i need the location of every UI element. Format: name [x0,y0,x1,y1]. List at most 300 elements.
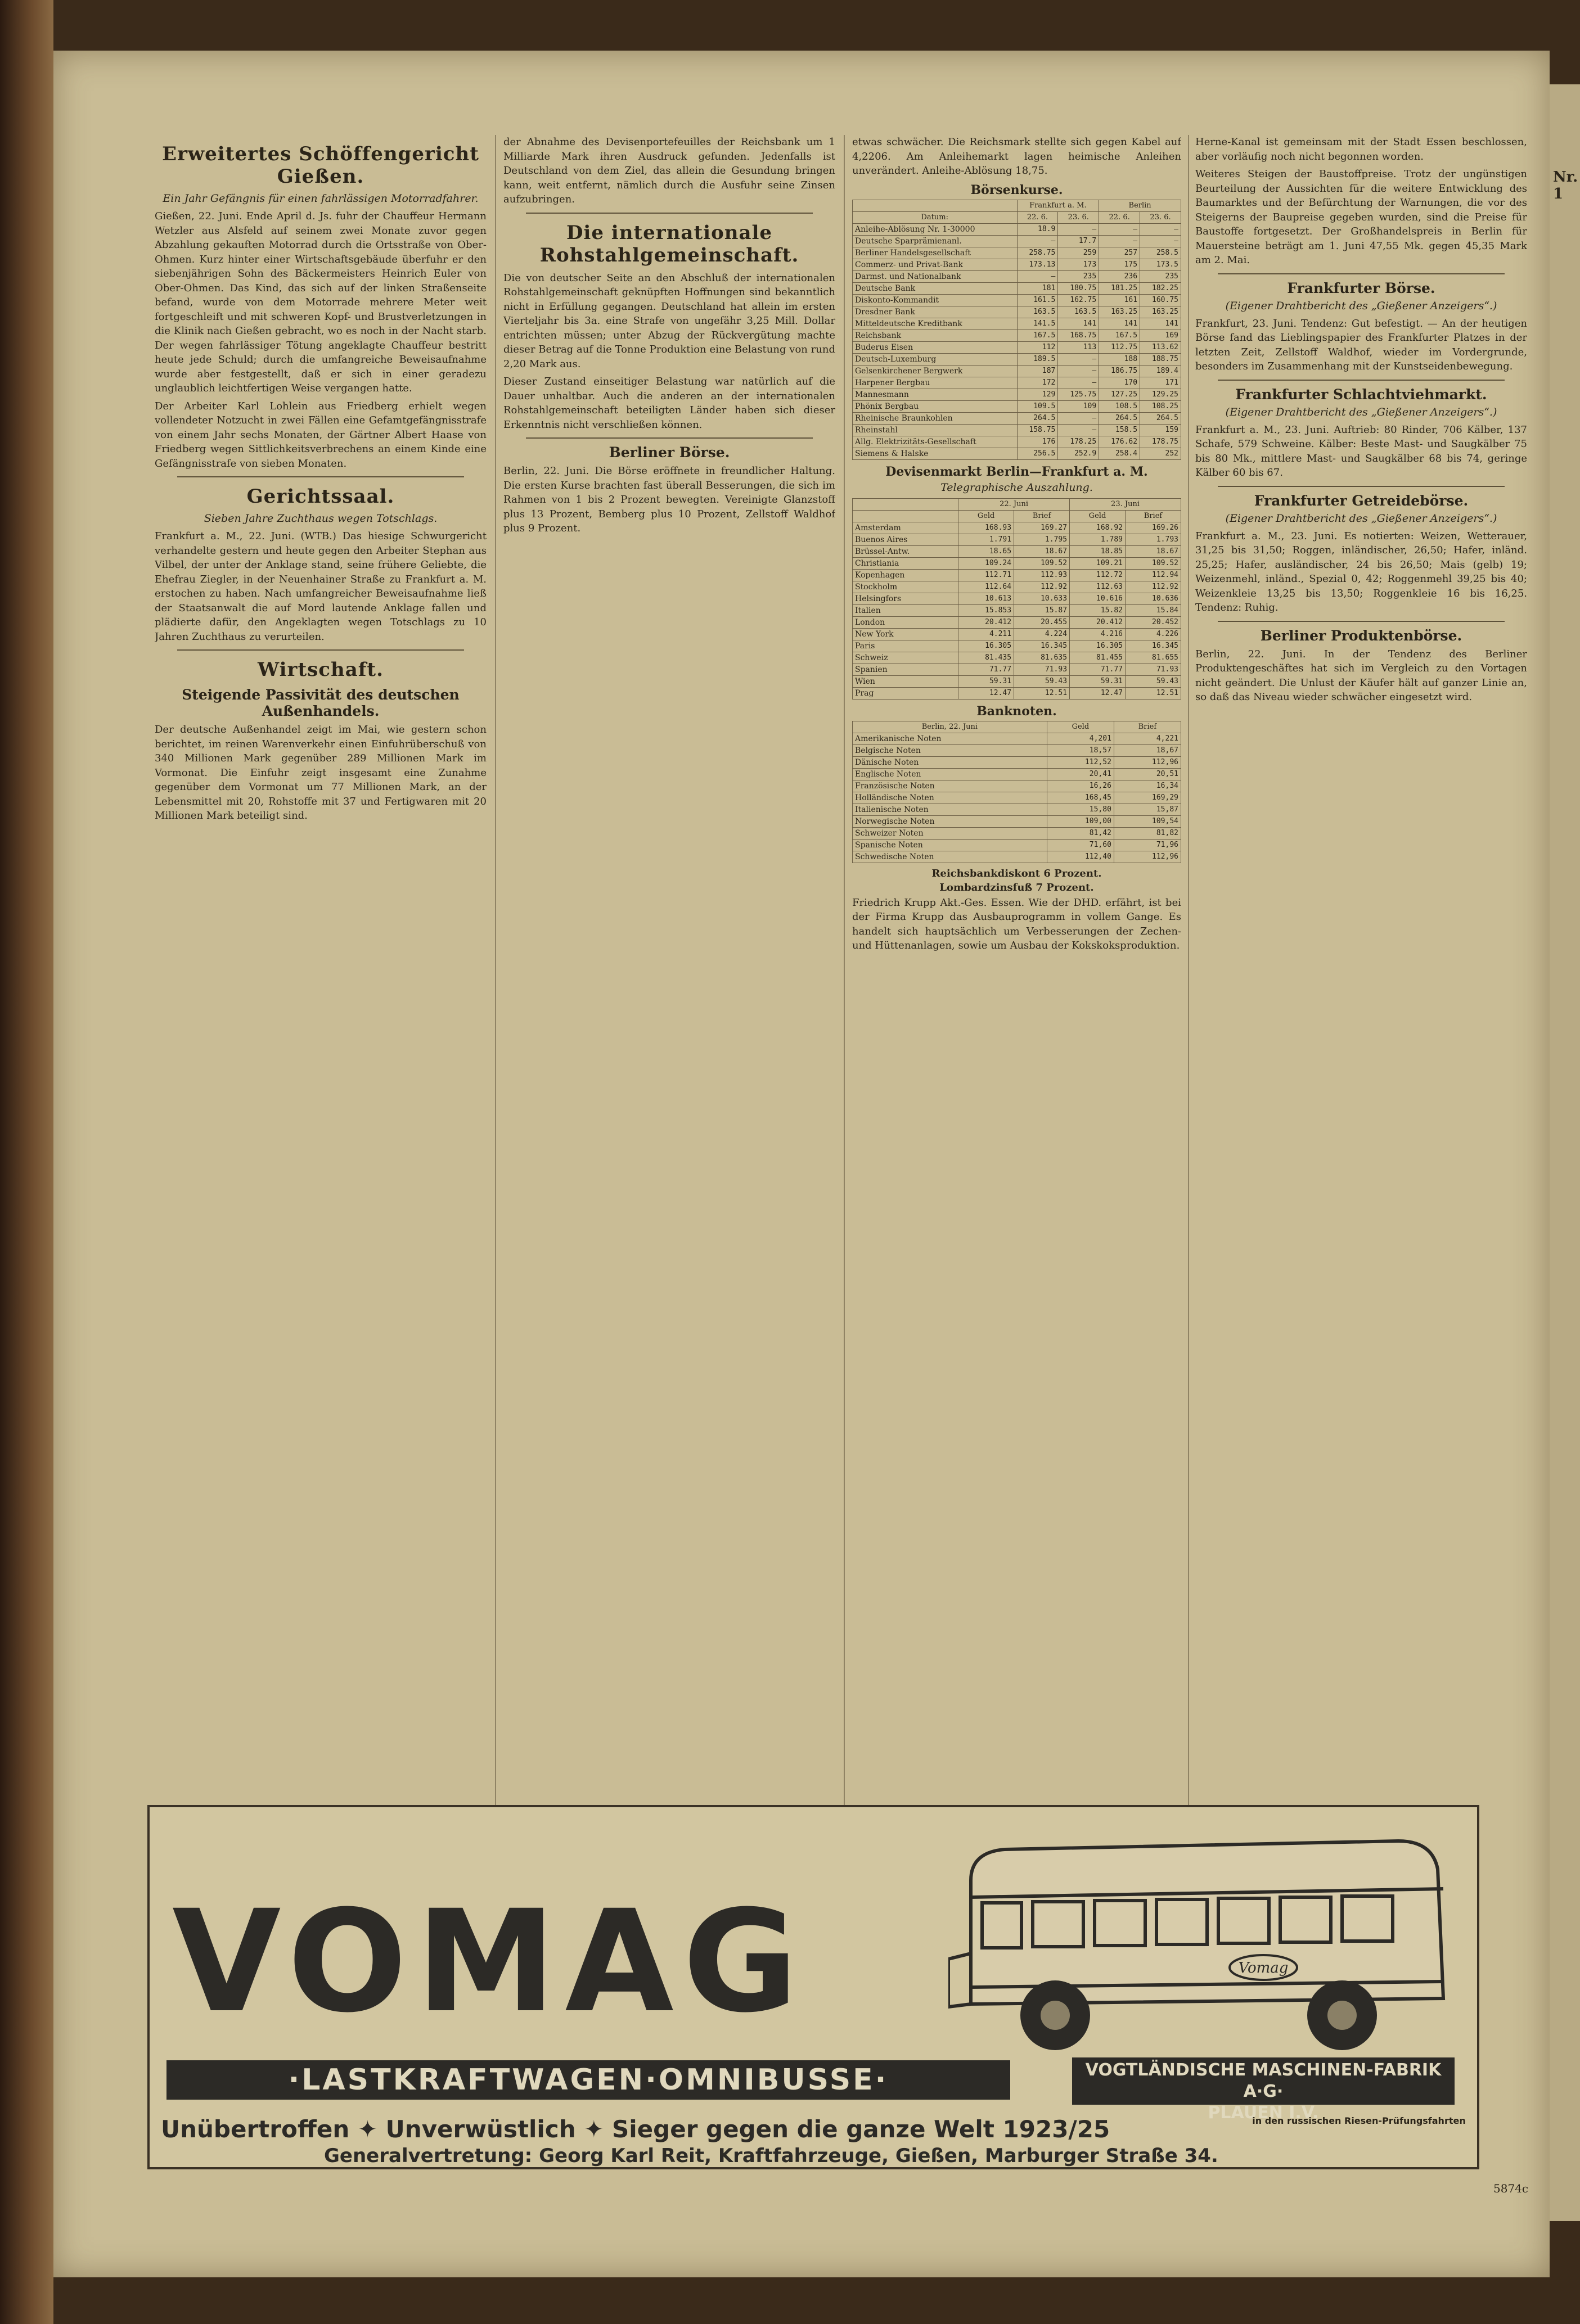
table-cell: 256.5 [1017,448,1058,459]
table-row [853,569,1181,581]
table-cell: 15.87 [1014,604,1070,616]
table-cell: 112.64 [958,581,1014,593]
table-row [853,557,1181,569]
column-3 [852,135,1181,1827]
table-cell: 109.24 [958,557,1014,569]
table-row [853,270,1181,282]
headline-boersenkurse: Börsenkurse. [970,182,1063,197]
manufacturer-city: PLAUEN I.V. [1208,2103,1319,2123]
table-cell: 10.633 [1014,593,1070,604]
table-row [853,389,1181,400]
ad-note: in den russischen Riesen-Prüfungsfahrten [1252,2115,1466,2126]
row-label: Dresdner Bank [853,306,1018,318]
table-cell: 112,96 [1114,756,1181,768]
table-cell: 163.5 [1017,306,1058,318]
table-cell: 264.5 [1017,412,1058,424]
article-paragraph: Der Arbeiter Karl Lohlein aus Friedberg erhielt wegen vollendeter Notzucht in zwei Fällen eine Gefamtgefängnisstrafe von einem Jahr sechs Monaten, der Gärtner Albert Haase von Friedberg wegen Sittlichkeitsverbrechens an einem Kinde eine Gefängnisstrafe von sieben Monaten. [155,400,487,470]
article-paragraph: Der deutsche Außenhandel zeigt im Mai, wie gestern schon berichtet, im reinen Warenverkehr einen Einfuhrüberschuß von 340 Millionen Mark gegenüber 289 Millionen Mark im Vormonat. Die Einfuhr zeigt insgesamt eine Zunahme gegenüber dem Vormonat um 77 Millionen Mark, an der Lebensmittel mit 20, Rohstoffe mit 37 und Fertigwaren mit 20 Millionen Mark beteiligt sind. [155,724,487,822]
table-cell: 18,57 [1047,744,1114,756]
table-cell: 112.75 [1099,341,1140,353]
table-cell: — [1099,235,1140,247]
divider [177,649,464,651]
table-cell: — [1058,365,1099,377]
table-cell: 109 [1058,400,1099,412]
table-cell: 59.43 [1125,675,1181,687]
table-row [853,804,1181,815]
table-header: 22. Juni [958,498,1070,510]
table-row [853,687,1181,699]
table-cell: — [1140,223,1181,235]
table-cell: 15.84 [1125,604,1181,616]
table-header: Brief [1114,721,1181,733]
row-label: Deutsche Sparprämienanl. [853,235,1018,247]
table-row [853,534,1181,545]
table-cell: 168.93 [958,522,1014,534]
table-cell: 12.51 [1125,687,1181,699]
table-row [853,744,1181,756]
table-cell: 71,60 [1047,839,1114,851]
table-cell: 236 [1099,270,1140,282]
table-row [853,604,1181,616]
table-cell: 161 [1099,294,1140,306]
row-label: Wien [853,675,958,687]
table-cell: 178.25 [1058,436,1099,448]
row-label: Helsingfors [853,593,958,604]
divider [177,476,464,477]
table-cell: 160.75 [1140,294,1181,306]
table-cell: 259 [1058,247,1099,259]
table-cell: 4,201 [1047,733,1114,744]
subheadline-auszahlung: Telegraphische Auszahlung. [940,481,1093,494]
table-header: Geld [958,510,1014,522]
currency-table-body [853,522,1181,699]
table-cell: 1.793 [1125,534,1181,545]
table-row [853,223,1181,235]
row-label: Berliner Handelsgesellschaft [853,247,1018,259]
table-cell: 167.5 [1017,330,1058,341]
table-cell: 252.9 [1058,448,1099,459]
table-cell: 181 [1017,282,1058,294]
table-row [853,756,1181,768]
table-cell: 169.27 [1014,522,1070,534]
adjacent-page-label: Nr. 1 [1553,169,1578,202]
article-paragraph: Dieser Zustand einseitiger Belastung war natürlich auf die Dauer unhaltbar. Auch die anderen an der internationalen Rohstahlgemeinschaft beteiligten Länder haben sich dieser Erkenntnis nicht verschließen können. [503,376,835,431]
table-row [853,247,1181,259]
subheadline-drahtbericht: (Eigener Drahtbericht des „Gießener Anzeigers“.) [1225,512,1497,525]
table-cell: 264.5 [1099,412,1140,424]
row-label: Diskonto-Kommandit [853,294,1018,306]
table-cell: 18.85 [1070,545,1126,557]
table-cell: 175 [1099,259,1140,270]
table-cell: 16.305 [958,640,1014,652]
ad-agent: Generalvertretung: Georg Karl Reit, Kraftfahrzeuge, Gießen, Marburger Straße 34. [324,2145,1218,2167]
table-cell: 10.613 [958,593,1014,604]
table-cell: 113 [1058,341,1099,353]
row-label: Spanien [853,664,958,675]
table-cell: 20.412 [958,616,1014,628]
row-label: Mannesmann [853,389,1018,400]
table-cell: — [1017,270,1058,282]
column-rule [844,135,845,1827]
row-label: Siemens & Halske [853,448,1018,459]
table-cell: 81,42 [1047,827,1114,839]
stock-table-body [853,223,1181,459]
table-cell: 141 [1140,318,1181,330]
table-row [853,839,1181,851]
table-cell: 18,67 [1114,744,1181,756]
article-paragraph: Die von deutscher Seite an den Abschluß der internationalen Rohstahlgemeinschaft geknüpften Hoffnungen sind bekanntlich nicht in Erfüllung gegangen. Deutschland hat allein im ersten Vierteljahr bis 3a. eine Strafe von ungefähr 3,25 Mill. Dollar entrichten müssen; unter Abzug der Rückvergütung machte dieser Betrag auf die Tonne Produktion eine Belastung von rund 2,20 Mark aus. [503,272,835,370]
table-row [853,235,1181,247]
row-label: Deutsche Bank [853,282,1018,294]
headline-produktenboerse: Berliner Produktenbörse. [1260,627,1462,644]
manufacturer-name: VOGTLÄNDISCHE MASCHINEN-FABRIK A·G· [1085,2060,1442,2101]
table-cell: 112.92 [1125,581,1181,593]
table-cell: 112,40 [1047,851,1114,863]
table-cell: 172 [1017,377,1058,389]
table-cell: 20,41 [1047,768,1114,780]
table-header [853,200,1018,211]
table-cell: 18.67 [1125,545,1181,557]
table-cell: 81.455 [1070,652,1126,664]
row-label: Paris [853,640,958,652]
table-cell: 173.5 [1140,259,1181,270]
table-cell: 161.5 [1017,294,1058,306]
table-cell: 188 [1099,353,1140,365]
table-cell: 109.21 [1070,557,1126,569]
table-row [853,827,1181,839]
table-cell: 168.75 [1058,330,1099,341]
row-label: Prag [853,687,958,699]
table-cell: 141 [1099,318,1140,330]
headline-banknoten: Banknoten. [976,703,1057,719]
row-label: Spanische Noten [853,839,1047,851]
row-label: Stockholm [853,581,958,593]
table-cell: 81.655 [1125,652,1181,664]
row-label: Gelsenkirchener Bergwerk [853,365,1018,377]
table-cell: 112 [1017,341,1058,353]
headline-devisenmarkt: Devisenmarkt Berlin—Frankfurt a. M. [885,464,1148,479]
table-cell: — [1017,235,1058,247]
table-cell: 81.635 [1014,652,1070,664]
table-cell: 12.47 [958,687,1014,699]
table-cell: 15.853 [958,604,1014,616]
article-paragraph: Herne-Kanal ist gemeinsam mit der Stadt Essen beschlossen, aber vorläufig noch nicht begonnen worden. [1195,136,1527,163]
table-cell: 20.452 [1125,616,1181,628]
row-label: Französische Noten [853,780,1047,792]
article-paragraph: Gießen, 22. Juni. Ende April d. Js. fuhr der Chauffeur Hermann Wetzler aus Alsfeld auf seinem zwei Monate zuvor gegen Abzahlung gekauften Motorrad durch die Ortsstraße von Ober-Ohmen. Kurz hinter einer Wirtschaftsgebäude überfuhr er den siebenjährigen Sohn des Bäckermeisters Heinrich Euler von Ober-Ohmen. Das Kind, das sich auf der linken Straßenseite befand, wurde von dem Motorrade mehrere Meter weit fortgeschleift und mit schweren Kopf- und Brustverletzungen in die Klinik nach Gießen gebracht, wo es noch in der Nacht starb. Der wegen fahrlässiger Tötung angeklagte Chauffeur bestritt heute jede Schuld; durch die umfangreiche Beweisaufnahme wurde aber festgestellt, daß er sich in einer geradezu unglaublich leichtfertigen Weise vergangen hatte. [155,210,487,394]
table-cell: 189.5 [1017,353,1058,365]
row-label: Harpener Bergbau [853,377,1018,389]
table-header [853,510,958,522]
headline-getreideboerse: Frankfurter Getreidebörse. [1254,492,1469,509]
table-cell: 258.5 [1140,247,1181,259]
table-cell: 112.71 [958,569,1014,581]
divider [526,213,813,214]
table-cell: 109.52 [1014,557,1070,569]
row-label: Buenos Aires [853,534,958,545]
vomag-logo: VOMAG [172,1880,808,2043]
table-cell: 18.9 [1017,223,1058,235]
row-label: Italien [853,604,958,616]
table-cell: 235 [1058,270,1099,282]
table-row [853,412,1181,424]
row-label: Darmst. und Nationalbank [853,270,1018,282]
table-cell: 182.25 [1140,282,1181,294]
table-cell: — [1140,235,1181,247]
table-cell: 141 [1058,318,1099,330]
row-label: Dänische Noten [853,756,1047,768]
article-paragraph: etwas schwächer. Die Reichsmark stellte sich gegen Kabel auf 4,2206. Am Anleihemarkt lagen heimische Anleihen unverändert. Anleihe-Ablösung 18,75. [852,136,1181,177]
table-cell: 16,34 [1114,780,1181,792]
divider [526,437,813,439]
headline-gerichtssaal: Gerichtssaal. [246,485,395,508]
table-cell: 158.75 [1017,424,1058,436]
row-label: Phönix Bergbau [853,400,1018,412]
table-cell: 109,54 [1114,815,1181,827]
row-label: Holländische Noten [853,792,1047,804]
table-row [853,377,1181,389]
table-cell: 163.25 [1140,306,1181,318]
table-cell: 189.4 [1140,365,1181,377]
article-paragraph: Friedrich Krupp Akt.-Ges. Essen. Wie der DHD. erfährt, ist bei der Firma Krupp das Ausbauprogramm in vollem Gange. Es handelt sich hauptsächlich um Verbesserungen der Zechen- und Hüttenanlagen, sowie um Ausbau der Kokskoksproduktion. [852,896,1181,951]
table-cell: 129.25 [1140,389,1181,400]
table-cell: 187 [1017,365,1058,377]
table-cell: 112.63 [1070,581,1126,593]
row-label: Brüssel-Antw. [853,545,958,557]
table-row [853,664,1181,675]
row-label: Reichsbank [853,330,1018,341]
table-cell: 81,82 [1114,827,1181,839]
table-cell: 4.211 [958,628,1014,640]
table-row [853,593,1181,604]
table-row [853,780,1181,792]
adjacent-page [1550,84,1580,2221]
table-cell: 109.5 [1017,400,1058,412]
banknote-table [852,721,1181,863]
column-rule [495,135,496,1827]
row-label: Anleihe-Ablösung Nr. 1-30000 [853,223,1018,235]
table-cell: 15,87 [1114,804,1181,815]
table-row [853,294,1181,306]
table-row [853,353,1181,365]
column-rule [1188,135,1189,1827]
table-cell: 1.795 [1014,534,1070,545]
subheadline-motorradfahrer: Ein Jahr Gefängnis für einen fahrlässigen Motorradfahrer. [163,192,479,205]
table-cell: 264.5 [1140,412,1181,424]
table-cell: — [1058,412,1099,424]
table-row [853,341,1181,353]
table-cell: 180.75 [1058,282,1099,294]
table-cell: — [1058,223,1099,235]
table-cell: — [1058,377,1099,389]
row-label: Deutsch-Luxemburg [853,353,1018,365]
table-cell: 168.92 [1070,522,1126,534]
table-cell: 81.435 [958,652,1014,664]
table-cell: 4.224 [1014,628,1070,640]
table-cell: 4.226 [1125,628,1181,640]
table-cell: 176.62 [1099,436,1140,448]
table-row [853,424,1181,436]
table-header: Datum: [853,211,1018,223]
article-paragraph: Frankfurt, 23. Juni. Tendenz: Gut befestigt. — An der heutigen Börse fand das Lieblingspapier des Frankfurter Platzes in der letzten Zeit, Zellstoff Waldhof, wieder im Vordergrunde, besonders im Zusammenhang mit der Kunstseidenbewegung. [1195,317,1527,372]
column-2 [503,135,835,1827]
table-cell: 1.789 [1070,534,1126,545]
table-cell: 178.75 [1140,436,1181,448]
table-cell: 20.412 [1070,616,1126,628]
row-label: Commerz- und Privat-Bank [853,259,1018,270]
newspaper-page [53,51,1550,2277]
table-cell: 16.345 [1125,640,1181,652]
table-header: Frankfurt a. M. [1017,200,1099,211]
table-row [853,652,1181,664]
ad-slogan: Unübertroffen ✦ Unverwüstlich ✦ Sieger gegen die ganze Welt 1923/25 [161,2115,1110,2143]
page-number: 5874c [1493,2182,1529,2195]
table-cell: 170 [1099,377,1140,389]
table-cell: 71.77 [958,664,1014,675]
table-cell: 71.77 [1070,664,1126,675]
table-cell: 17.7 [1058,235,1099,247]
table-cell: 235 [1140,270,1181,282]
table-cell: 258.75 [1017,247,1058,259]
table-row [853,400,1181,412]
row-label: Rheinstahl [853,424,1018,436]
bus-badge-text: Vomag [1238,1960,1289,1976]
table-cell: 59.43 [1014,675,1070,687]
table-row [853,628,1181,640]
table-cell: 108.25 [1140,400,1181,412]
table-header: Brief [1125,510,1181,522]
headline-rohstahlgemeinschaft: Die internationale Rohstahlgemeinschaft. [539,221,799,267]
article-paragraph: Berlin, 22. Juni. Die Börse eröffnete in freundlicher Haltung. Die ersten Kurse brachten fast überall Besserungen, die sich im Rahmen von 1 bis 2 Prozent bewegten. Vereinigte Glanzstoff plus 13 Prozent, Bemberg plus 10 Prozent, Zellstoff Waldhof plus 9 Prozent. [503,465,835,534]
table-cell: 162.75 [1058,294,1099,306]
table-cell: 169,29 [1114,792,1181,804]
table-row [853,436,1181,448]
table-row [853,282,1181,294]
row-label: Norwegische Noten [853,815,1047,827]
table-cell: 168,45 [1047,792,1114,804]
table-cell: 252 [1140,448,1181,459]
table-row [853,365,1181,377]
table-row [853,733,1181,744]
table-cell: — [1058,424,1099,436]
table-cell: 125.75 [1058,389,1099,400]
table-cell: 112.93 [1014,569,1070,581]
article-paragraph: Frankfurt a. M., 22. Juni. (WTB.) Das hiesige Schwurgericht verhandelte gestern und heute gegen den Arbeiter Stephan aus Vilbel, der unter der Anklage stand, seine frühere Geliebte, die Ehefrau Ziegler, in der Neuenhainer Straße zu Frankfurt a. M. erstochen zu haben. Nach umfangreicher Beweisaufnahme ließ der Staatsanwalt die auf Mord lautende Anklage fallen und plädierte dafür, den Angeklagten wegen Totschlags zu 10 Jahren Zuchthaus zu verurteilen. [155,530,487,643]
table-header: 22. 6. [1017,211,1058,223]
table-cell: 113.62 [1140,341,1181,353]
table-cell: 12.47 [1070,687,1126,699]
table-cell: — [1058,353,1099,365]
table-cell: 167.5 [1099,330,1140,341]
table-cell: 109.52 [1125,557,1181,569]
table-header: Berlin [1099,200,1181,211]
subheadline-aussenhandel: Steigende Passivität des deutschen Außenhandels. [182,687,460,719]
table-row [853,318,1181,330]
table-row [853,330,1181,341]
table-cell: 163.5 [1058,306,1099,318]
table-cell: 59.31 [958,675,1014,687]
table-cell: 4.216 [1070,628,1126,640]
table-cell: 112.94 [1125,569,1181,581]
row-label: Schweizer Noten [853,827,1047,839]
row-label: Kopenhagen [853,569,958,581]
table-cell: 4,221 [1114,733,1181,744]
table-row [853,815,1181,827]
table-cell: 127.25 [1099,389,1140,400]
subheadline-drahtbericht: (Eigener Drahtbericht des „Gießener Anzeigers“.) [1225,299,1497,312]
discount-rate: Reichsbankdiskont 6 Prozent. [931,867,1102,879]
subheadline-drahtbericht: (Eigener Drahtbericht des „Gießener Anzeigers“.) [1225,405,1497,418]
table-header: Geld [1070,510,1126,522]
divider [1218,621,1505,622]
table-row [853,616,1181,628]
table-cell: 171 [1140,377,1181,389]
headline-schoeffengericht: Erweitertes Schöffengericht Gießen. [162,143,479,188]
table-cell: 1.791 [958,534,1014,545]
row-label: Schweiz [853,652,958,664]
table-cell: 141.5 [1017,318,1058,330]
article-paragraph: der Abnahme des Devisenportefeuilles der Reichsbank um 1 Milliarde Mark ihren Ausdruck gefunden. Jedenfalls ist Deutschland von dem Ziel, das allein die Gesundung bringen kann, weit entfernt, nämlich durch die Ausfuhr seine Zinsen aufzubringen. [503,136,835,205]
table-cell: 20,51 [1114,768,1181,780]
table-cell: 71.93 [1014,664,1070,675]
headline-berliner-boerse: Berliner Börse. [609,444,730,461]
column-4 [1195,135,1527,1827]
divider [1218,380,1505,381]
table-row [853,581,1181,593]
table-cell: 163.25 [1099,306,1140,318]
table-cell: 129 [1017,389,1058,400]
row-label: Buderus Eisen [853,341,1018,353]
table-row [853,522,1181,534]
book-binding [0,0,53,2324]
omnibus-illustration [948,1818,1466,2060]
table-cell: 176 [1017,436,1058,448]
banknote-table-body [853,733,1181,863]
table-cell: 108.5 [1099,400,1140,412]
stock-table [852,200,1181,460]
article-paragraph: Berlin, 22. Juni. In der Tendenz des Berliner Produktengeschäftes hat sich im Vergleich zu den Vortagen nicht geändert. Die Unlust der Käufer hält auf ganzer Linie an, so daß das Niveau wieder schwächer eingesetzt wird. [1195,648,1527,703]
divider [1218,486,1505,487]
column-1 [155,135,487,1827]
table-cell: 18.65 [958,545,1014,557]
table-row [853,851,1181,863]
row-label: Englische Noten [853,768,1047,780]
table-row [853,640,1181,652]
table-cell: 112,96 [1114,851,1181,863]
row-label: Schwedische Noten [853,851,1047,863]
currency-table [852,498,1181,700]
table-row [853,768,1181,780]
table-row [853,259,1181,270]
article-paragraph: Frankfurt a. M., 23. Juni. Es notierten: Weizen, Wetterauer, 31,25 bis 31,50; Roggen, inländischer, 26,50; Hafer, inländ. 25,25; Hafer, ausländischer, 24 bis 26,50; Mais (gelb) 19; Weizenmehl, inländ., Spezial 0, 42; Roggenmehl 39,25 bis 40; Weizenkleie 13,25 bis 13,50; Roggenkleie 16 bis 16,25. Tendenz: Ruhig. [1195,530,1527,613]
table-header [853,498,958,510]
row-label: New York [853,628,958,640]
table-header: Berlin, 22. Juni [853,721,1047,733]
table-cell: 16.345 [1014,640,1070,652]
headline-frankfurter-boerse: Frankfurter Börse. [1287,279,1435,296]
row-label: Christiania [853,557,958,569]
lombard-rate: Lombardzinsfuß 7 Prozent. [939,881,1094,894]
article-paragraph: Frankfurt a. M., 23. Juni. Auftrieb: 80 Rinder, 706 Kälber, 137 Schafe, 579 Schweine. Kälber: Beste Mast- und Saugkälber 75 bis 80 Mk., mittlere Mast- und Saugkälber 68 bis 74, geringe Kälber 60 bis 67. [1195,423,1527,479]
table-cell: 173.13 [1017,259,1058,270]
table-cell: 112.92 [1014,581,1070,593]
table-cell: 10.636 [1125,593,1181,604]
table-row [853,306,1181,318]
table-cell: 257 [1099,247,1140,259]
headline-schlachtviehmarkt: Frankfurter Schlachtviehmarkt. [1235,386,1487,403]
row-label: Rheinische Braunkohlen [853,412,1018,424]
row-label: London [853,616,958,628]
